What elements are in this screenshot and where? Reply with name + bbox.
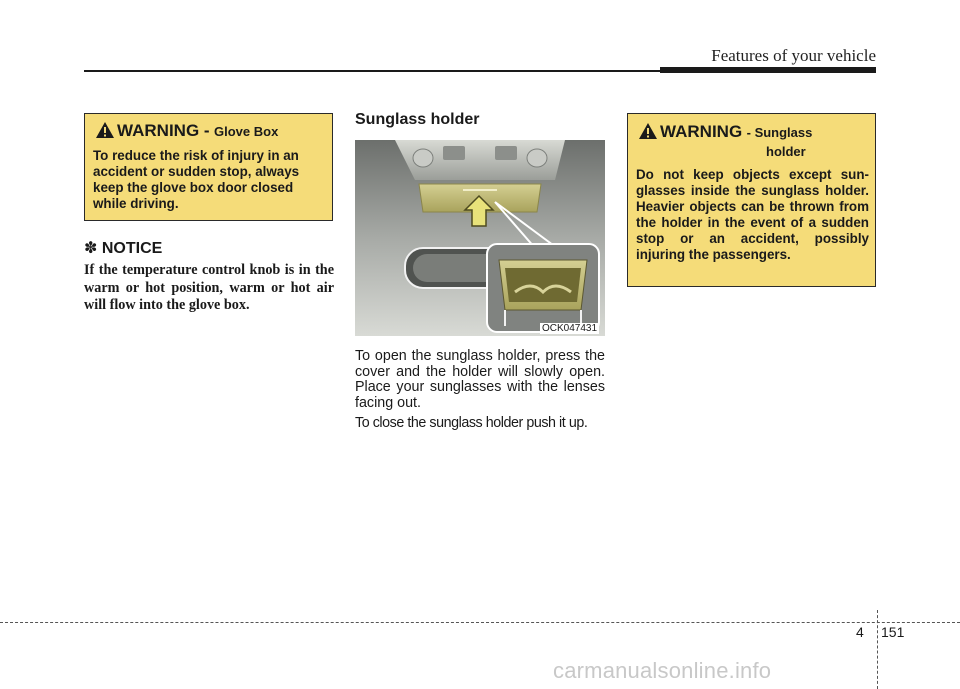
page-number: 151 — [881, 624, 905, 640]
warning-heading — [117, 121, 278, 141]
image-code: OCK047431 — [542, 323, 598, 334]
warning-subject: Glove Box — [214, 124, 279, 139]
warning-text: Do not keep objects except sun-glasses inside the sunglass holder. Heavier objects can be thrown from the holder in the event of a sudden stop or an accident, possibly injuring the passengers. — [636, 167, 869, 262]
warning-text: To reduce the risk of injury in an accident or sudden stop, always keep the glove box door closed while driving. — [93, 148, 300, 211]
running-header: Features of your vehicle — [711, 46, 876, 65]
warning-label: WARNING - — [117, 121, 210, 140]
watermark: carmanualsonline.info — [553, 658, 772, 683]
header-rule — [84, 70, 660, 72]
instruction-open: To open the sunglass holder, press the cover and the holder will slowly open. Place your sunglasses with the lenses facing out. — [355, 348, 605, 411]
notice-heading: ✽ NOTICE — [84, 240, 163, 257]
page-number-divider — [877, 610, 878, 689]
instruction-close: To close the sunglass holder push it up. — [355, 415, 588, 431]
footer-rule — [0, 622, 960, 623]
warning-label: WARNING — [660, 122, 743, 141]
warning-glove-box — [84, 113, 333, 221]
warning-sunglass-holder — [627, 113, 876, 287]
warning-subject: - Sunglass — [746, 125, 813, 140]
header-rule-accent — [660, 67, 876, 73]
warning-subject-continued: holder — [766, 144, 806, 159]
chapter-number: 4 — [856, 624, 864, 640]
warning-triangle-icon — [638, 122, 658, 140]
sunglass-holder-illustration — [355, 140, 605, 336]
warning-triangle-icon — [95, 121, 115, 139]
notice-text: If the temperature control knob is in the warm or hot position, warm or hot air will flow into the glove box. — [84, 262, 334, 313]
warning-heading — [660, 122, 812, 142]
section-title: Sunglass holder — [355, 111, 480, 128]
